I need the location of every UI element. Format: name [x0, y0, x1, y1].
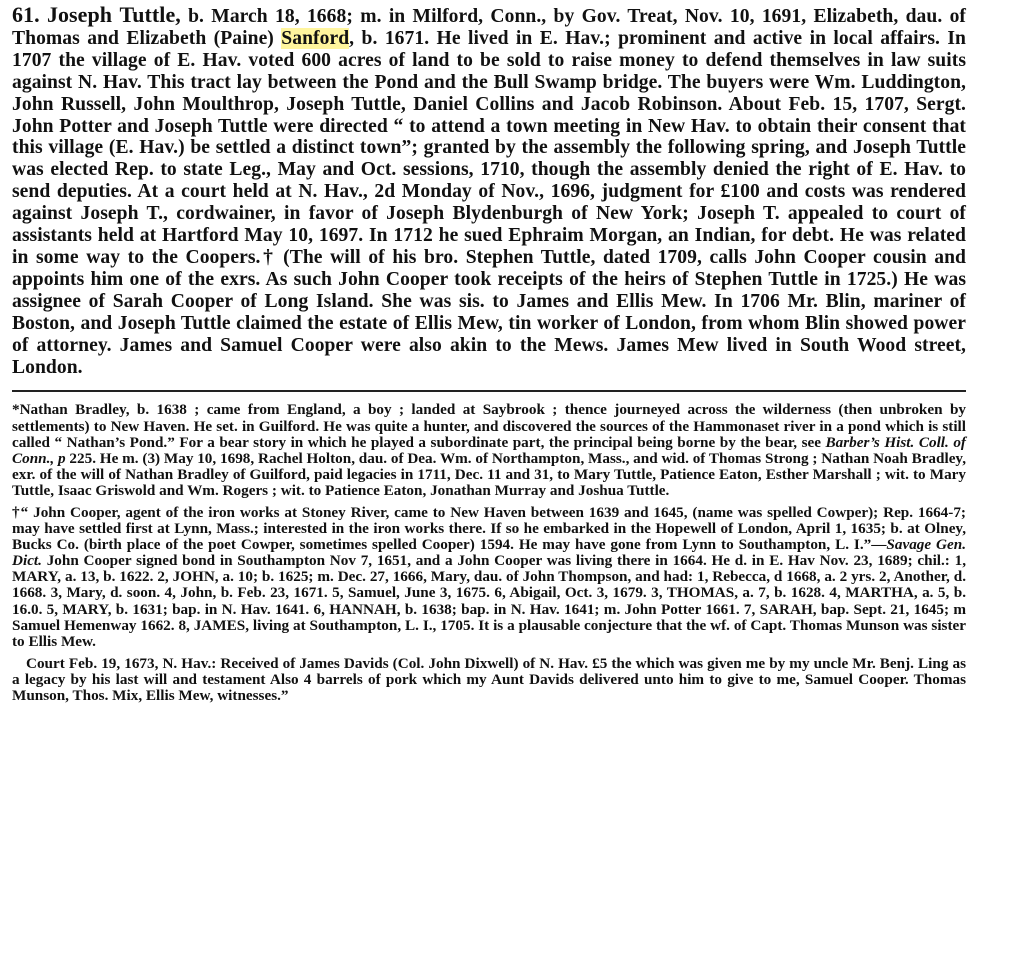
entry-name: Joseph Tuttle,: [46, 2, 181, 27]
footnote-1-text-b: 225. He m. (3) May 10, 1698, Rachel Holton, dau. of Dea. Wm. of Northampton, Mass., and wid. of Thomas Strong ; Nathan Noah Bradley, exr. of the will of Nathan Bradley of Guilford, paid legacies in 1711, Dec. 11 and 31, to Mary Tuttle, Patience Eaton, Esther Marshall ; wit. to Mary Tuttle, Isaac Griswold and Wm. Rogers ; wit. to Patience Eaton, Jonathan Murray and Joshua Tuttle.: [12, 449, 966, 499]
entry-61-paragraph: [12, 4, 966, 378]
footnote-2-source: Savage Gen. Dict.: [12, 536, 966, 570]
footnote-2-text-a: †“ John Cooper, agent of the iron works at Stoney River, came to New Haven between 1639 and 1645, (name was spelled Cowper); Rep. 1664-7; may have settled first at Lynn, Mass.; interested in the iron works there. If so he embarked in the Hopewell of London, April 1, 1635; b. at Olney, Bucks Co. (birth place of the poet Cowper, sometimes spelled Cooper) 1594. He may have gone from Lynn to Southampton, L. I.”—: [12, 503, 966, 554]
entry-number: 61.: [12, 2, 40, 27]
footnote-2-text-b: John Cooper signed bond in Southampton Nov 7, 1651, and a John Cooper was living there in 1664. He d. in E. Hav Nov. 23, 1689; chil.: 1, MARY, a. 13, b. 1622. 2, JOHN, a. 10; b. 1625; m. Dec. 27, 1666, Mary, dau. of John Thompson, and had: 1, Rebecca, d 1668, a. 2 yrs. 2, Another, d. 1668. 3, Mary, d. soon. 4, John, b. Feb. 23, 1671. 5, Samuel, June 3, 1675. 6, Abigail, Oct. 3, 1679. 3, THOMAS, a. 7, b. 1628. 4, MARTHA, a. 5, b. 16.0. 5, MARY, b. 1631; bap. in N. Hav. 1641. 6, HANNAH, b. 1638; bap. in N. Hav. 1641; m. John Potter 1661. 7, SARAH, bap. Sept. 21, 1645; m Samuel Hemenway 1662. 8, JAMES, living at Southampton, L. I., 1705. It is a plausable conjecture that the wf. of Capt. Thomas Munson was sister to Ellis Mew.: [12, 552, 966, 650]
highlighted-surname: Sanford: [281, 27, 350, 49]
footnote-divider: [12, 390, 966, 392]
footnote-1-text-a: *Nathan Bradley, b. 1638 ; came from England, a boy ; landed at Saybrook ; thence journeyed across the wilderness (then unbroken by settlements) to New Haven. He set. in Guilford. He was quite a hunter, and discovered the sources of the Hammonaset river in a pond which is still called “ Nathan’s Pond.” For a bear story in which he played a subordinate part, the principal being borne by the bear, see: [12, 401, 966, 451]
entry-text-part-a: b. March 18, 1668; m. in Milford, Conn., by Gov. Treat, Nov. 10, 1691, Elizabeth, dau. of Thomas and Elizabeth (Paine): [12, 6, 966, 49]
court-record-paragraph: Court Feb. 19, 1673, N. Hav.: Received of James Davids (Col. John Dixwell) of N. Hav. £5 the which was given me by my uncle Mr. Benj. Ling as a legacy by his last will and testament Also 4 barrels of pork which my Aunt Davids delivered unto him to give to me, Samuel Cooper. Thomas Munson, Thos. Mix, Ellis Mew, witnesses.”: [12, 654, 966, 704]
footnote-1-citation: Barber’s Hist. Coll. of Conn., p: [12, 433, 966, 467]
footnote-john-cooper: [12, 505, 966, 650]
footnote-nathan-bradley: [12, 402, 966, 499]
entry-text-part-b: , b. 1671. He lived in E. Hav.; prominent and active in local affairs. In 1707 the village of E. Hav. voted 600 acres of land to be sold to raise money to defend themselves in law suits against N. Hav. This tract lay between the Pond and the Bull Swamp bridge. The buyers were Wm. Luddington, John Russell, John Moulthrop, Joseph Tuttle, Daniel Collins and Jacob Robinson. About Feb. 15, 1707, Sergt. John Potter and Joseph Tuttle were directed “ to attend a town meeting in New Hav. to obtain their consent that this village (E. Hav.) be settled a distinct town”; granted by the assembly the following spring, and Joseph Tuttle was elected Rep. to state Leg., May and Oct. sessions, 1710, though the assembly denied the right of E. Hav. to send deputies. At a court held at N. Hav., 2d Monday of Nov., 1696, judgment for £100 and costs was rendered against Joseph T., cordwainer, in favor of Joseph Blydenburgh of New York; Joseph T. appealed to court of assistants held at Hartford May 10, 1697. In 1712 he sued Ephraim Morgan, an Indian, for debt. He was related in some way to the Coopers.† (The will of his bro. Stephen Tuttle, dated 1709, calls John Cooper cousin and appoints him one of the exrs. As such John Cooper took receipts of the heirs of Stephen Tuttle in 1725.) He was assignee of Sarah Cooper of Long Island. She was sis. to James and Ellis Mew. In 1706 Mr. Blin, mariner of Boston, and Joseph Tuttle claimed the estate of Ellis Mew, tin worker of London, from whom Blin showed power of attorney. James and Samuel Cooper were also akin to the Mews. James Mew lived in South Wood street, London.: [12, 27, 966, 378]
